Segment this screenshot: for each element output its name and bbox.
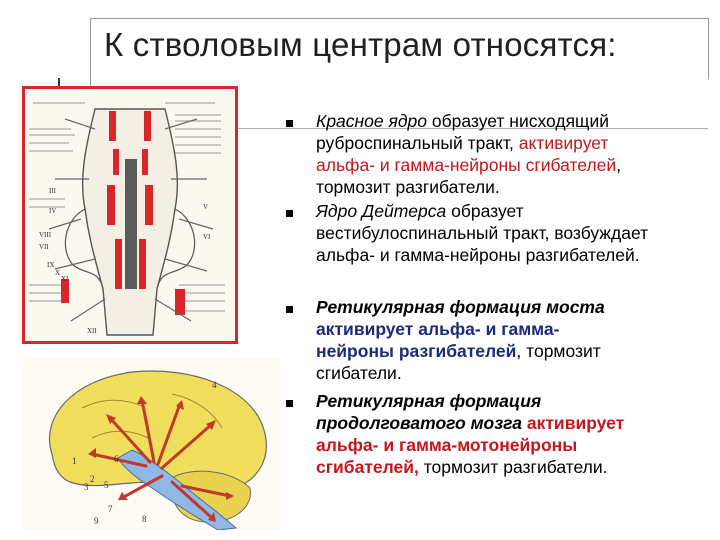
stem-label: IX <box>47 261 55 269</box>
bullet-text <box>316 110 708 198</box>
bullet-marker <box>286 210 293 217</box>
stem-label: VI <box>203 233 211 241</box>
brain-label: 3 <box>84 482 89 492</box>
bullet-line <box>316 200 708 222</box>
text-run: сгибателей, <box>316 457 419 477</box>
text-run: тормозит разгибатели. <box>418 457 608 477</box>
bullet-line <box>316 456 708 478</box>
text-run: активирует альфа- и гамма- <box>316 319 560 339</box>
text-run: альфа- и гамма-нейроны сгибателей <box>316 155 617 175</box>
stem-label: X <box>55 269 61 277</box>
text-run: Ретикулярная формация моста <box>316 297 605 317</box>
bullet-line <box>316 176 708 198</box>
text-run: тормозит разгибатели. <box>316 177 500 197</box>
bullet-line <box>316 244 708 266</box>
stem-label: XI <box>61 275 69 283</box>
stem-label: V <box>203 203 209 211</box>
bullet-line <box>316 222 708 244</box>
text-run: руброспинальный тракт, <box>316 133 519 153</box>
text-run: вестибулоспинальный тракт, возбуждает <box>316 223 649 243</box>
text-run: альфа- и гамма-нейроны разгибателей. <box>316 245 640 265</box>
brainstem-diagram <box>22 86 238 344</box>
brain-label: 1 <box>72 456 77 466</box>
bullet-text <box>316 390 708 478</box>
bullet-marker <box>286 306 293 313</box>
stem-label: VII <box>39 243 49 251</box>
brain-label: 4 <box>212 380 217 390</box>
bullet-line <box>316 154 708 176</box>
slide-title: К стволовым центрам относятся: <box>104 26 617 63</box>
bullet-line <box>316 296 708 318</box>
bullet-line <box>316 110 708 132</box>
bullet-line <box>316 362 708 384</box>
text-run: , <box>616 155 622 175</box>
brain-label: 8 <box>142 514 147 524</box>
stem-label: IV <box>49 207 57 215</box>
text-run: сгибатели. <box>316 363 402 383</box>
text-run: образует нисходящий <box>426 111 610 131</box>
text-run: продолговатого мозга <box>316 413 527 433</box>
text-run: альфа- и гамма-мотонейроны <box>316 435 578 455</box>
brain-label: 9 <box>94 516 99 526</box>
brain-label: 6 <box>114 454 119 464</box>
text-run: нейроны разгибателей <box>316 341 517 361</box>
stem-label: VIII <box>39 231 52 239</box>
stem-label: XII <box>87 327 97 335</box>
bullet-line <box>316 412 708 434</box>
bullet-text <box>316 296 708 384</box>
brain-label: 7 <box>108 504 113 514</box>
bullet-marker <box>286 400 293 407</box>
bullet-marker <box>286 120 293 127</box>
brain-label: 2 <box>90 474 95 484</box>
text-run: Ретикулярная формация <box>316 391 542 411</box>
stem-label: III <box>49 187 56 195</box>
bullet-text <box>316 200 708 266</box>
text-run: , тормозит <box>516 341 601 361</box>
brain-sagittal-diagram <box>22 358 280 530</box>
text-run: образует <box>446 201 524 221</box>
bullet-line <box>316 434 708 456</box>
bullet-line <box>316 132 708 154</box>
text-run: Ядро Дейтерса <box>316 201 447 221</box>
text-run: активирует <box>526 413 625 433</box>
text-run: активирует <box>518 133 609 153</box>
brain-label: 5 <box>104 480 109 490</box>
bullet-line <box>316 318 708 340</box>
text-run: Красное ядро <box>316 111 427 131</box>
bullet-line <box>316 390 708 412</box>
bullet-line <box>316 340 708 362</box>
